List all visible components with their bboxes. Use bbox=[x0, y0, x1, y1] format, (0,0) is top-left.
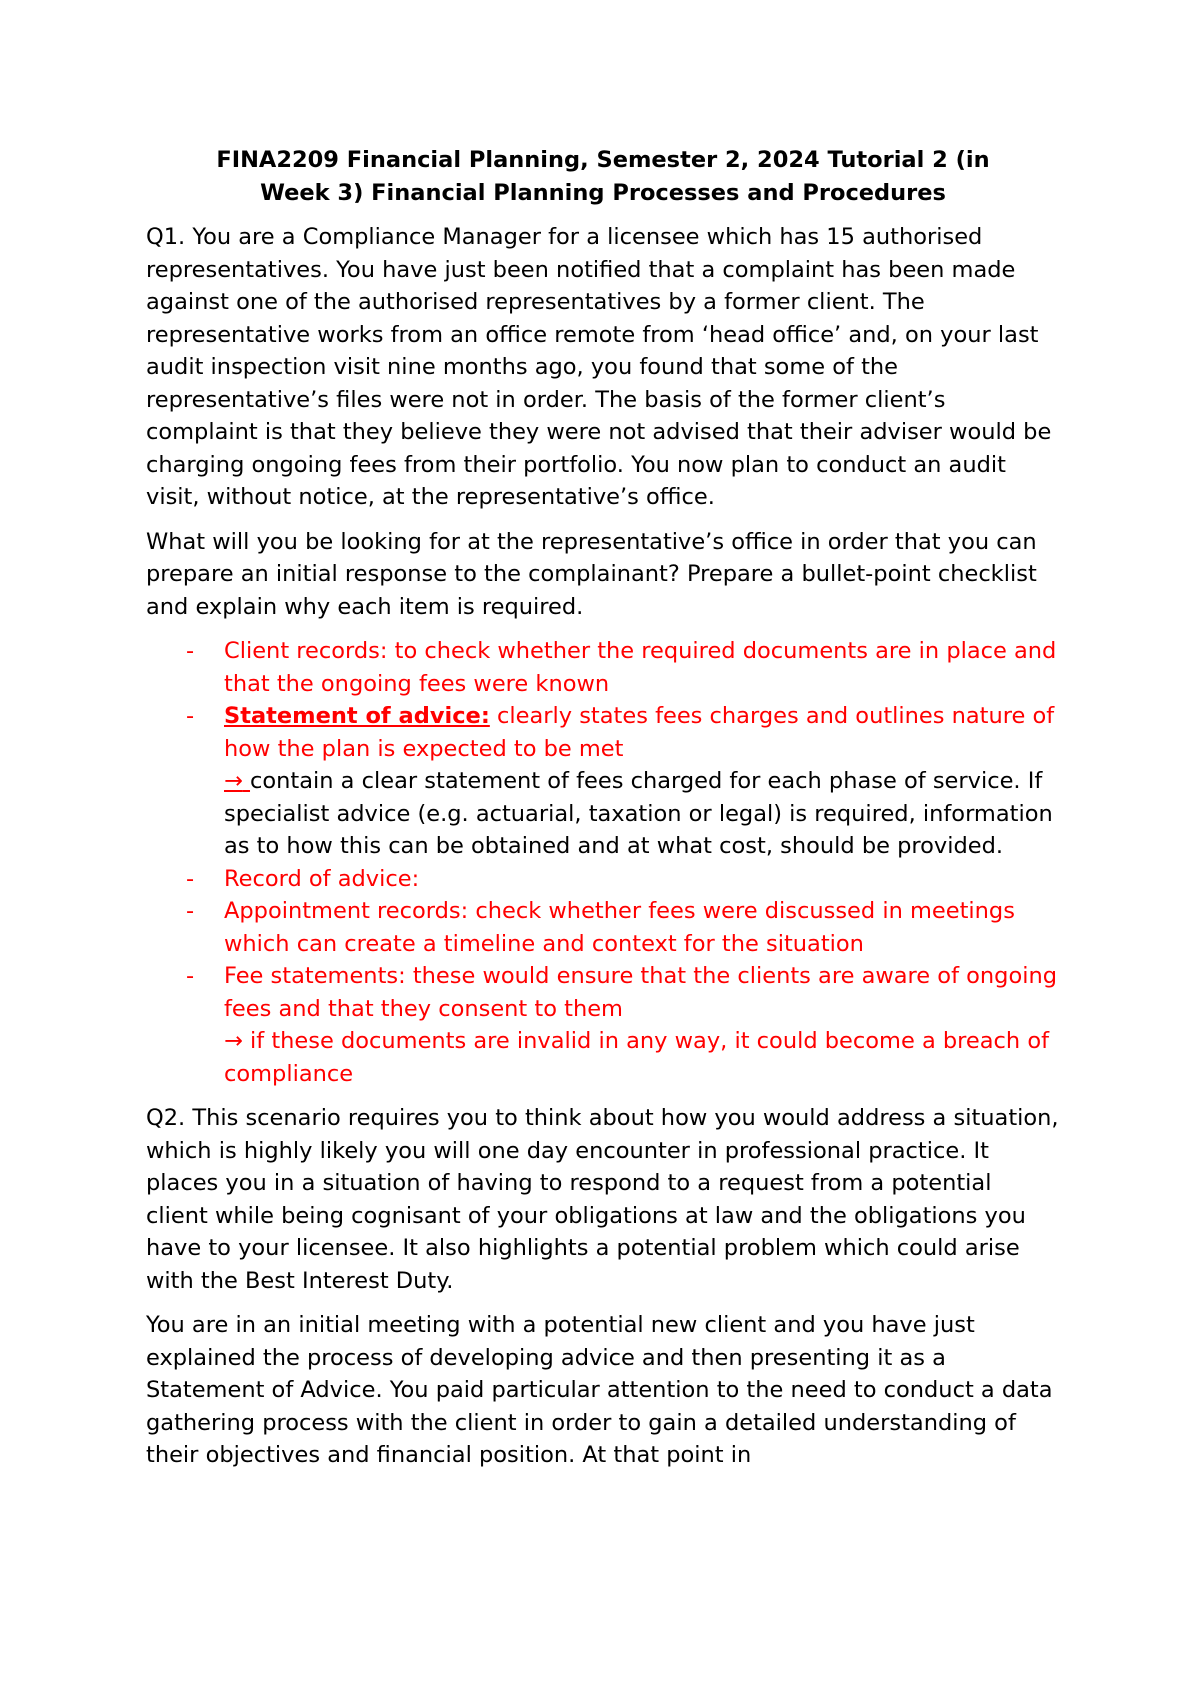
answer-item-note: contain a clear statement of fees charged for each phase of service. If specialist advice (e.g. actuarial, taxation or legal) is required, information as to how this can be obtained and at what cost, should be provided. bbox=[224, 768, 1053, 859]
bullet-dash: - bbox=[186, 865, 195, 892]
answer-checklist bbox=[146, 635, 1060, 1090]
document-title bbox=[146, 144, 1060, 210]
bullet-dash: - bbox=[186, 638, 195, 664]
answer-item-appointment-records bbox=[146, 895, 1060, 960]
answer-item-text: Appointment records: check whether fees were discussed in meetings which can create a timeline and context for the situation bbox=[224, 898, 1015, 957]
title-line-1: FINA2209 Financial Planning, Semester 2, 2024 Tutorial 2 (in bbox=[216, 147, 990, 173]
answer-item-label: Statement of advice: bbox=[224, 703, 490, 729]
bullet-dash: - bbox=[186, 898, 195, 924]
answer-item-text: clearly states fees charges and outlines nature of how the plan is expected to be met bbox=[224, 703, 1055, 762]
arrow-icon: → bbox=[224, 1028, 243, 1054]
answer-item-record-of-advice bbox=[146, 863, 1060, 896]
q2-paragraph-2: You are in an initial meeting with a potential new client and you have just explained the process of developing advice and then presenting it as a Statement of Advice. You paid particular attention to the need to conduct a data gathering process with the client in order to gain a detailed understanding of their objectives and financial position. At that point in bbox=[146, 1312, 1053, 1468]
answer-item-text: Client records: to check whether the required documents are in place and that the ongoing fees were known bbox=[224, 638, 1057, 697]
q1-paragraph: Q1. You are a Compliance Manager for a licensee which has 15 authorised representatives. You have just been notified that a complaint has been made against one of the authorised representatives by a former client. The representative works from an office remote from ‘head office’ and, on your last audit inspection visit nine months ago, you found that some of the representative’s files were not in order. The basis of the former client’s complaint is that they believe they were not advised that their adviser would be charging ongoing fees from their portfolio. You now plan to conduct an audit visit, without notice, at the representative’s office. bbox=[146, 224, 1052, 510]
answer-item-text: Record of advice: bbox=[224, 865, 420, 892]
bullet-dash: - bbox=[186, 703, 195, 729]
q1-question: What will you be looking for at the representative’s office in order that you can prepare an initial response to the complainant? Prepare a bullet-point checklist and explain why each item is required. bbox=[146, 528, 1037, 620]
title-line-2: Week 3) Financial Planning Processes and Procedures bbox=[260, 180, 946, 206]
answer-item-text: Fee statements: these would ensure that the clients are aware of ongoing fees and that they consent to them bbox=[224, 963, 1058, 1022]
answer-item-fee-statements bbox=[146, 960, 1060, 1090]
answer-item-note: if these documents are invalid in any way, it could become a breach of compliance bbox=[224, 1028, 1050, 1087]
answer-item-statement-of-advice bbox=[146, 700, 1060, 863]
arrow-icon: → bbox=[224, 768, 243, 794]
answer-item-client-records bbox=[146, 635, 1060, 700]
q2-paragraph: Q2. This scenario requires you to think about how you would address a situation, which is highly likely you will one day encounter in professional practice. It places you in a situation of having to respond to a request from a potential client while being cognisant of your obligations at law and the obligations you have to your licensee. It also highlights a potential problem which could arise with the Best Interest Duty. bbox=[146, 1105, 1059, 1294]
bullet-dash: - bbox=[186, 963, 195, 989]
